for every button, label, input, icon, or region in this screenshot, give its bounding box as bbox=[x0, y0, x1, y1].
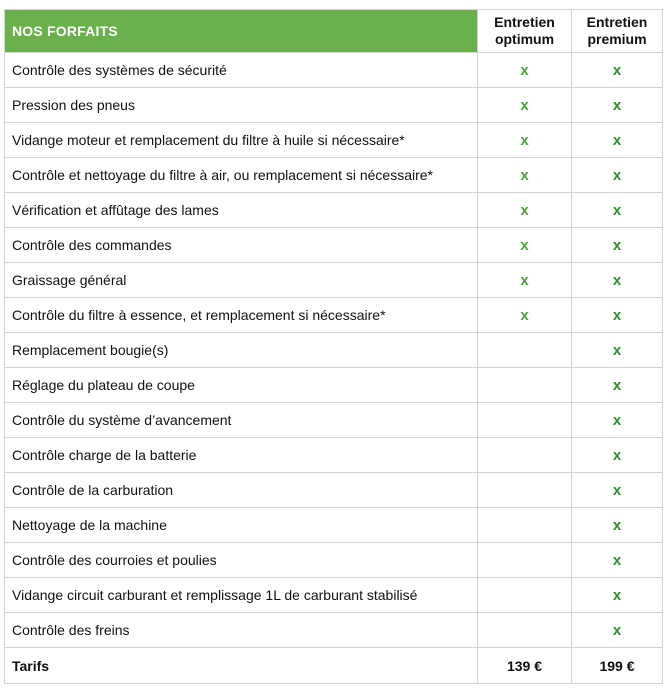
service-label: Contrôle de la carburation bbox=[5, 473, 478, 508]
premium-check-mark: x bbox=[572, 193, 663, 228]
premium-check-mark: x bbox=[572, 473, 663, 508]
table-row bbox=[5, 333, 663, 368]
optimum-check-mark: x bbox=[478, 88, 572, 123]
optimum-check-mark: x bbox=[478, 298, 572, 333]
table-row bbox=[5, 88, 663, 123]
tarifs-label: Tarifs bbox=[5, 648, 478, 684]
optimum-check-mark: x bbox=[478, 123, 572, 158]
optimum-check-mark bbox=[478, 438, 572, 473]
premium-check-mark: x bbox=[572, 578, 663, 613]
table-row bbox=[5, 263, 663, 298]
table-body bbox=[5, 53, 663, 684]
table-row bbox=[5, 438, 663, 473]
premium-check-mark: x bbox=[572, 508, 663, 543]
service-label: Contrôle charge de la batterie bbox=[5, 438, 478, 473]
table-row bbox=[5, 368, 663, 403]
premium-check-mark: x bbox=[572, 368, 663, 403]
table-row bbox=[5, 473, 663, 508]
premium-check-mark: x bbox=[572, 298, 663, 333]
optimum-check-mark bbox=[478, 368, 572, 403]
optimum-check-mark bbox=[478, 613, 572, 648]
service-label: Nettoyage de la machine bbox=[5, 508, 478, 543]
table-row bbox=[5, 228, 663, 263]
service-label: Contrôle du filtre à essence, et remplacement si nécessaire* bbox=[5, 298, 478, 333]
tarifs-row bbox=[5, 648, 663, 684]
optimum-check-mark bbox=[478, 508, 572, 543]
premium-check-mark: x bbox=[572, 88, 663, 123]
premium-check-mark: x bbox=[572, 53, 663, 88]
optimum-check-mark bbox=[478, 543, 572, 578]
service-label: Contrôle du système d’avancement bbox=[5, 403, 478, 438]
optimum-check-mark: x bbox=[478, 193, 572, 228]
premium-check-mark: x bbox=[572, 263, 663, 298]
table-title: NOS FORFAITS bbox=[5, 10, 478, 53]
column-header-premium-line1: Entretien bbox=[586, 14, 648, 30]
service-label: Vérification et affûtage des lames bbox=[5, 193, 478, 228]
service-label: Contrôle des courroies et poulies bbox=[5, 543, 478, 578]
table-row bbox=[5, 543, 663, 578]
table-row bbox=[5, 53, 663, 88]
table-row bbox=[5, 158, 663, 193]
premium-price: 199 € bbox=[572, 648, 663, 684]
optimum-check-mark bbox=[478, 333, 572, 368]
premium-check-mark: x bbox=[572, 158, 663, 193]
pricing-table bbox=[4, 9, 663, 684]
column-header-optimum-line2: optimum bbox=[494, 31, 555, 47]
service-label: Vidange circuit carburant et remplissage 1L de carburant stabilisé bbox=[5, 578, 478, 613]
table-row bbox=[5, 193, 663, 228]
table-row bbox=[5, 123, 663, 158]
table-row bbox=[5, 613, 663, 648]
pricing-table-container bbox=[4, 9, 663, 684]
column-header-optimum-line1: Entretien bbox=[494, 14, 555, 30]
premium-check-mark: x bbox=[572, 228, 663, 263]
optimum-check-mark: x bbox=[478, 53, 572, 88]
optimum-check-mark bbox=[478, 578, 572, 613]
header-row bbox=[5, 10, 663, 53]
premium-check-mark: x bbox=[572, 403, 663, 438]
optimum-check-mark: x bbox=[478, 228, 572, 263]
table-row bbox=[5, 298, 663, 333]
optimum-check-mark: x bbox=[478, 263, 572, 298]
premium-check-mark: x bbox=[572, 333, 663, 368]
column-header-premium-line2: premium bbox=[587, 31, 647, 47]
service-label: Réglage du plateau de coupe bbox=[5, 368, 478, 403]
table-row bbox=[5, 508, 663, 543]
optimum-check-mark bbox=[478, 473, 572, 508]
premium-check-mark: x bbox=[572, 613, 663, 648]
service-label: Remplacement bougie(s) bbox=[5, 333, 478, 368]
premium-check-mark: x bbox=[572, 543, 663, 578]
table-header bbox=[5, 10, 663, 53]
column-header-optimum bbox=[478, 10, 572, 53]
premium-check-mark: x bbox=[572, 123, 663, 158]
service-label: Contrôle des freins bbox=[5, 613, 478, 648]
table-row bbox=[5, 578, 663, 613]
service-label: Graissage général bbox=[5, 263, 478, 298]
optimum-check-mark: x bbox=[478, 158, 572, 193]
service-label: Contrôle des systèmes de sécurité bbox=[5, 53, 478, 88]
service-label: Contrôle et nettoyage du filtre à air, ou remplacement si nécessaire* bbox=[5, 158, 478, 193]
service-label: Vidange moteur et remplacement du filtre à huile si nécessaire* bbox=[5, 123, 478, 158]
table-row bbox=[5, 403, 663, 438]
optimum-check-mark bbox=[478, 403, 572, 438]
service-label: Pression des pneus bbox=[5, 88, 478, 123]
column-header-premium bbox=[572, 10, 663, 53]
premium-check-mark: x bbox=[572, 438, 663, 473]
optimum-price: 139 € bbox=[478, 648, 572, 684]
service-label: Contrôle des commandes bbox=[5, 228, 478, 263]
